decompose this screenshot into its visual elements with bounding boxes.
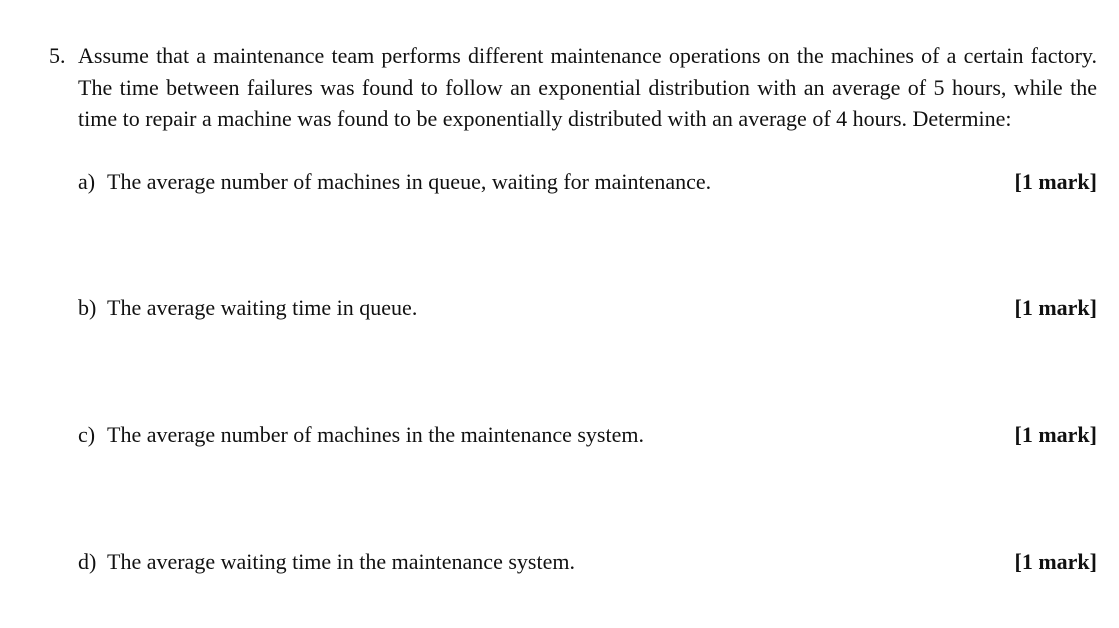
part-marks: [1 mark] [1014,169,1097,194]
part-label: c) [78,422,96,447]
part-marks: [1 mark] [1014,422,1097,447]
question-part-a [78,166,1097,198]
part-text: The average waiting time in the maintenance system. [107,549,575,574]
part-marks: [1 mark] [1014,549,1097,574]
part-marks: [1 mark] [1014,295,1097,320]
part-label: a) [78,169,96,194]
part-label: b) [78,295,97,320]
question-part-b [78,292,1097,324]
part-text: The average waiting time in queue. [107,295,418,320]
question-stem: Assume that a maintenance team performs different maintenance operations on the machines of a certain factory. The time between failures was found to follow an exponential distribution with an average of 5 hours, while the time to repair a machine was found to be exponentially distributed with an average of 4 hours. Determine: [78,43,1097,131]
part-label: d) [78,549,97,574]
question-number: 5. [49,43,66,68]
question-part-d [78,546,1097,578]
part-text: The average number of machines in queue, waiting for maintenance. [107,169,712,194]
part-text: The average number of machines in the maintenance system. [107,422,644,447]
question-part-c [78,419,1097,451]
